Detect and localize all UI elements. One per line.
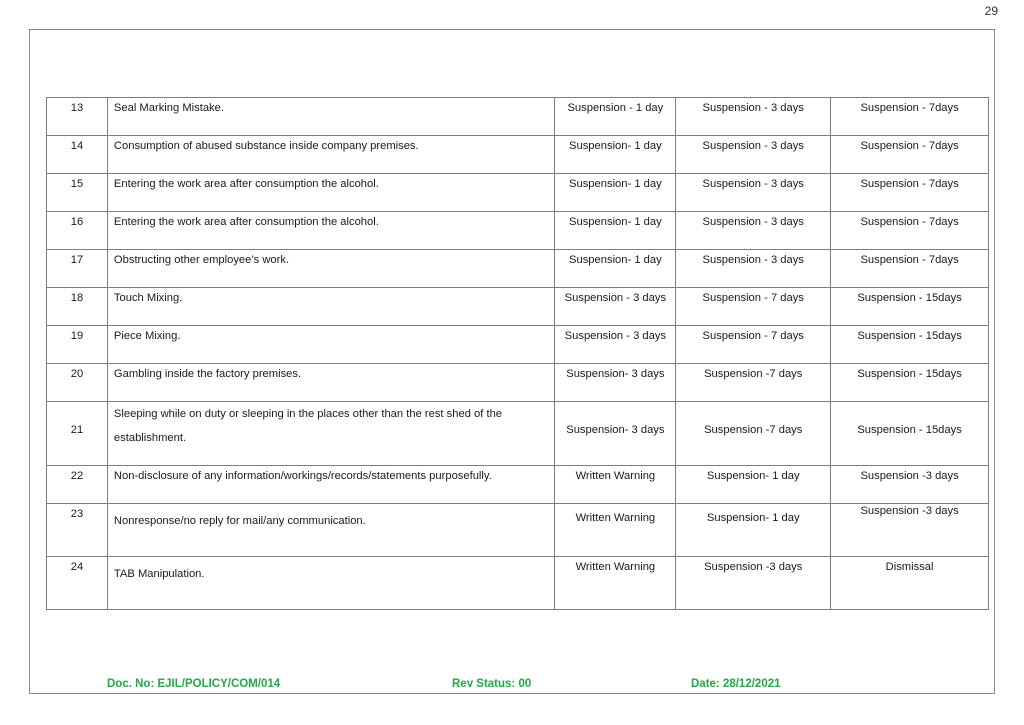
row-number: 18 — [47, 288, 108, 326]
table-row — [47, 288, 989, 326]
row-number: 21 — [47, 402, 108, 466]
table-row — [47, 557, 989, 610]
first-offence-action: Suspension- 1 day — [555, 174, 676, 212]
second-offence-action: Suspension -7 days — [676, 402, 831, 466]
row-number: 14 — [47, 136, 108, 174]
first-offence-action: Written Warning — [555, 557, 676, 610]
table-row — [47, 364, 989, 402]
second-offence-action: Suspension - 3 days — [676, 250, 831, 288]
table-row — [47, 326, 989, 364]
third-offence-action: Suspension - 15days — [831, 326, 989, 364]
third-offence-action: Suspension - 7days — [831, 98, 989, 136]
third-offence-action: Suspension - 7days — [831, 250, 989, 288]
misconduct-description: Entering the work area after consumption the alcohol. — [107, 174, 555, 212]
second-offence-action: Suspension -7 days — [676, 364, 831, 402]
table-row — [47, 466, 989, 504]
misconduct-description: Consumption of abused substance inside company premises. — [107, 136, 555, 174]
row-number: 24 — [47, 557, 108, 610]
misconduct-description: Sleeping while on duty or sleeping in the places other than the rest shed of the establishment. — [107, 402, 555, 466]
first-offence-action: Suspension- 1 day — [555, 212, 676, 250]
first-offence-action: Written Warning — [555, 504, 676, 557]
table-row — [47, 504, 989, 557]
table-row — [47, 212, 989, 250]
second-offence-action: Suspension- 1 day — [676, 466, 831, 504]
table-row — [47, 174, 989, 212]
misconduct-description: Touch Mixing. — [107, 288, 555, 326]
table-row — [47, 136, 989, 174]
third-offence-action: Suspension - 7days — [831, 174, 989, 212]
table-row — [47, 250, 989, 288]
second-offence-action: Suspension - 7 days — [676, 288, 831, 326]
third-offence-action: Suspension - 15days — [831, 402, 989, 466]
page-number: 29 — [984, 4, 998, 18]
row-number: 23 — [47, 504, 108, 557]
footer-doc-number: Doc. No: EJIL/POLICY/COM/014 — [107, 678, 281, 690]
second-offence-action: Suspension - 3 days — [676, 98, 831, 136]
third-offence-action: Dismissal — [831, 557, 989, 610]
misconduct-description: Non-disclosure of any information/workings/records/statements purposefully. — [107, 466, 555, 504]
footer-rev-status: Rev Status: 00 — [452, 678, 532, 690]
misconduct-description: Entering the work area after consumption the alcohol. — [107, 212, 555, 250]
misconduct-description: Seal Marking Mistake. — [107, 98, 555, 136]
third-offence-action: Suspension -3 days — [831, 504, 989, 557]
first-offence-action: Suspension- 3 days — [555, 364, 676, 402]
row-number: 19 — [47, 326, 108, 364]
first-offence-action: Suspension- 3 days — [555, 402, 676, 466]
third-offence-action: Suspension - 15days — [831, 364, 989, 402]
second-offence-action: Suspension- 1 day — [676, 504, 831, 557]
table-row — [47, 402, 989, 466]
disciplinary-action-table — [46, 97, 989, 610]
second-offence-action: Suspension -3 days — [676, 557, 831, 610]
row-number: 22 — [47, 466, 108, 504]
first-offence-action: Suspension - 3 days — [555, 326, 676, 364]
first-offence-action: Suspension- 1 day — [555, 136, 676, 174]
third-offence-action: Suspension - 7days — [831, 212, 989, 250]
row-number: 17 — [47, 250, 108, 288]
row-number: 20 — [47, 364, 108, 402]
first-offence-action: Written Warning — [555, 466, 676, 504]
footer-date: Date: 28/12/2021 — [691, 678, 781, 690]
second-offence-action: Suspension - 3 days — [676, 136, 831, 174]
table-row — [47, 98, 989, 136]
row-number: 15 — [47, 174, 108, 212]
second-offence-action: Suspension - 3 days — [676, 174, 831, 212]
row-number: 16 — [47, 212, 108, 250]
misconduct-description: Nonresponse/no reply for mail/any communication. — [107, 504, 555, 557]
second-offence-action: Suspension - 7 days — [676, 326, 831, 364]
misconduct-description: Gambling inside the factory premises. — [107, 364, 555, 402]
first-offence-action: Suspension - 1 day — [555, 98, 676, 136]
first-offence-action: Suspension- 1 day — [555, 250, 676, 288]
row-number: 13 — [47, 98, 108, 136]
misconduct-description: Piece Mixing. — [107, 326, 555, 364]
third-offence-action: Suspension -3 days — [831, 466, 989, 504]
third-offence-action: Suspension - 15days — [831, 288, 989, 326]
misconduct-description: Obstructing other employee’s work. — [107, 250, 555, 288]
second-offence-action: Suspension - 3 days — [676, 212, 831, 250]
first-offence-action: Suspension - 3 days — [555, 288, 676, 326]
third-offence-action: Suspension - 7days — [831, 136, 989, 174]
misconduct-description: TAB Manipulation. — [107, 557, 555, 610]
